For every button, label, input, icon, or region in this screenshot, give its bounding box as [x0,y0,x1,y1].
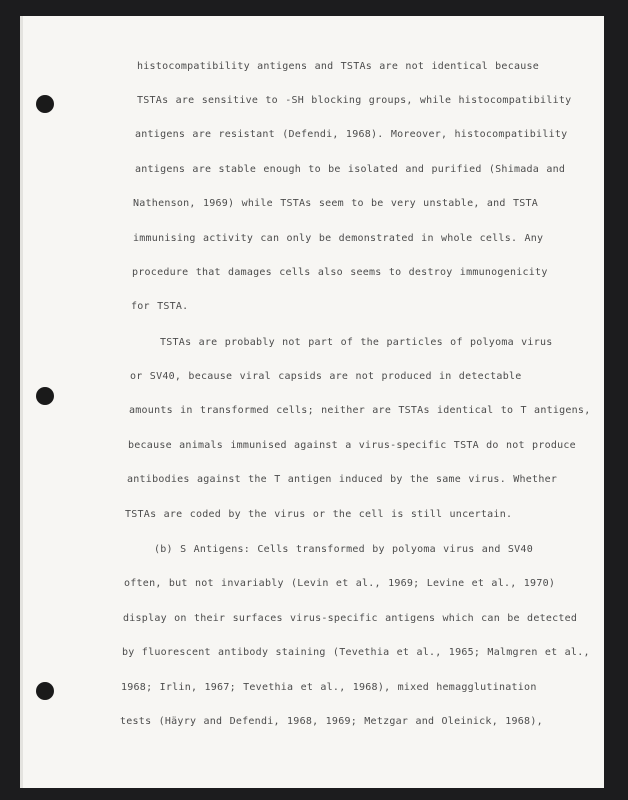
paper-sheet [20,16,604,788]
text-line: for TSTA. [131,301,189,312]
text-line: display on their surfaces virus-specific antigens which can be detected [123,613,578,624]
text-line: or SV40, because viral capsids are not produced in detectable [130,371,522,382]
text-line: TSTAs are sensitive to -SH blocking groups, while histocompatibility [137,95,572,106]
text-line: procedure that damages cells also seems to destroy immunogenicity [132,267,548,278]
text-line: TSTAs are coded by the virus or the cell is still uncertain. [125,509,513,520]
punch-hole-middle [36,387,54,405]
text-line: amounts in transformed cells; neither are TSTAs identical to T antigens, [129,405,591,416]
punch-hole-top [36,95,54,113]
punch-hole-bottom [36,682,54,700]
text-line: antigens are stable enough to be isolated and purified (Shimada and [135,164,566,175]
text-line: because animals immunised against a virus-specific TSTA do not produce [128,440,576,451]
text-line: TSTAs are probably not part of the particles of polyoma virus [160,337,553,348]
text-line: histocompatibility antigens and TSTAs are not identical because [137,61,540,72]
text-line: by fluorescent antibody staining (Tevethia et al., 1965; Malmgren et al., [122,647,590,658]
text-line: Nathenson, 1969) while TSTAs seem to be very unstable, and TSTA [133,198,539,209]
paper-edge [20,16,23,788]
text-line: 1968; Irlin, 1967; Tevethia et al., 1968), mixed hemagglutination [121,682,537,693]
text-line: antigens are resistant (Defendi, 1968). Moreover, histocompatibility [135,129,568,140]
text-line: tests (Häyry and Defendi, 1968, 1969; Metzgar and Oleinick, 1968), [120,716,543,727]
text-line: antibodies against the T antigen induced by the same virus. Whether [127,474,558,485]
text-line: often, but not invariably (Levin et al., 1969; Levine et al., 1970) [124,578,556,589]
text-line: immunising activity can only be demonstrated in whole cells. Any [133,233,544,244]
text-line: (b) S Antigens: Cells transformed by polyoma virus and SV40 [154,544,533,555]
